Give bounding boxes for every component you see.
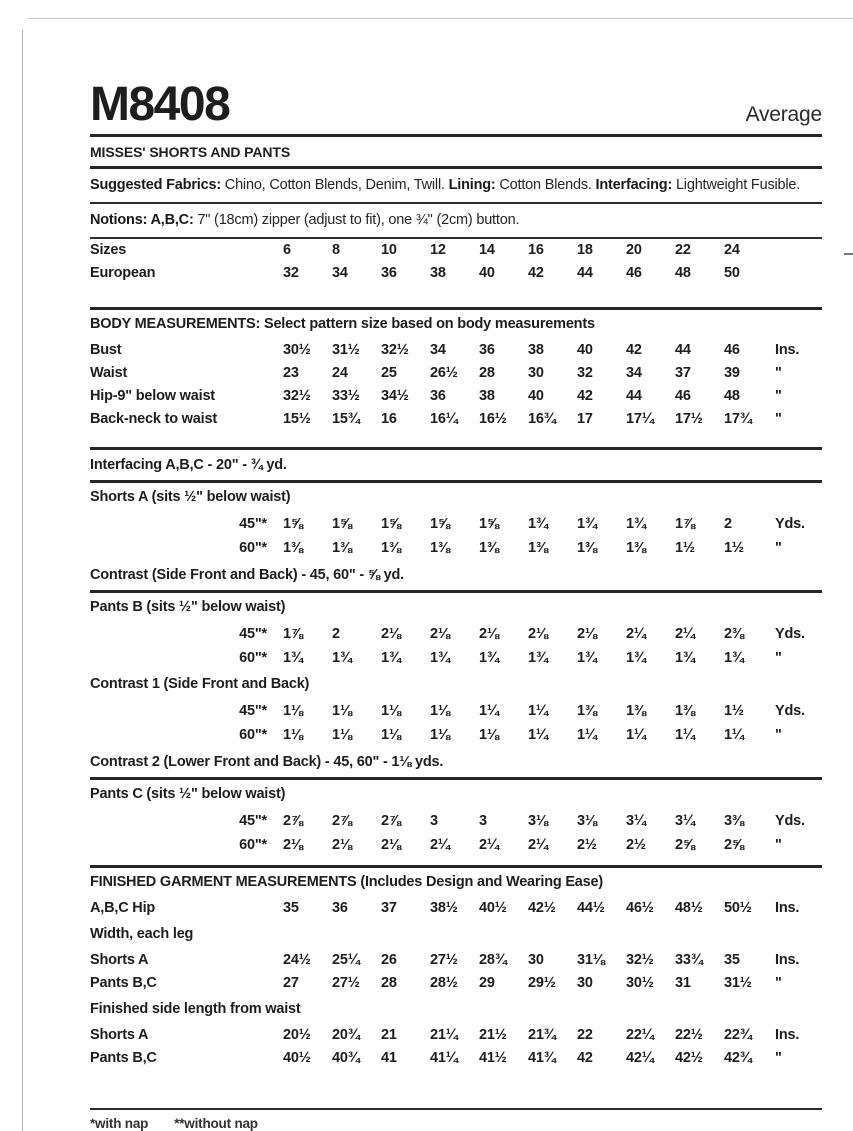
table-cell: 41½ <box>479 1050 507 1066</box>
table-cell: 1¾ <box>528 650 548 666</box>
table-cell: 21½ <box>479 1027 507 1043</box>
fabrics-label: Suggested Fabrics: <box>90 177 221 193</box>
table-cell: 1¼ <box>626 727 646 743</box>
unit-cell: " <box>775 1050 782 1066</box>
table-cell: 27½ <box>332 975 360 991</box>
table-cell: 20½ <box>283 1027 311 1043</box>
table-row-length-pants-bc <box>90 1047 822 1070</box>
table-row-pants-b-60 <box>90 646 822 670</box>
table-cell: 48 <box>675 265 691 281</box>
unit-cell: Yds. <box>775 813 805 829</box>
table-row-bust <box>90 339 822 362</box>
table-cell: 22½ <box>675 1027 703 1043</box>
pants-b-heading: Pants B (sits ½" below waist) <box>90 599 286 615</box>
table-row-length-shorts-a <box>90 1024 822 1047</box>
unit-cell: " <box>775 540 782 556</box>
table-cell: 2⅛ <box>430 626 450 642</box>
table-cell: 3⅛ <box>577 813 597 829</box>
row-label: 45"* <box>239 516 267 532</box>
page-edge-left-line <box>22 30 23 1131</box>
garment-title: MISSES' SHORTS AND PANTS <box>90 144 291 160</box>
table-cell: 38 <box>528 342 544 358</box>
table-row-contrast1-60 <box>90 723 822 747</box>
row-label: European <box>90 265 156 281</box>
width-each-leg-label: Width, each leg <box>90 926 194 942</box>
table-cell: 15¾ <box>332 411 360 427</box>
table-cell: 28 <box>381 975 397 991</box>
suggested-fabrics-paragraph <box>90 169 822 202</box>
table-cell: 6 <box>283 242 291 258</box>
pants-c-heading: Pants C (sits ½" below waist) <box>90 786 286 802</box>
table-cell: 36 <box>381 265 397 281</box>
shorts-a-heading: Shorts A (sits ½" below waist) <box>90 489 291 505</box>
pattern-number: M8408 <box>90 78 230 131</box>
page-edge-right-tick <box>844 253 853 255</box>
table-cell: 2⅞ <box>283 813 303 829</box>
table-cell: 38 <box>479 388 495 404</box>
table-cell: 26½ <box>430 365 458 381</box>
table-cell: 1⅜ <box>675 703 695 719</box>
table-cell: 2⅛ <box>332 837 352 853</box>
page-edge-top-line <box>28 18 853 19</box>
row-label: Shorts A <box>90 1027 149 1043</box>
table-cell: 17¾ <box>724 411 752 427</box>
table-cell: 1¾ <box>724 650 744 666</box>
table-cell: 42 <box>626 342 642 358</box>
interfacing-text: Lightweight Fusible. <box>672 177 801 193</box>
lining-label: Lining: <box>448 177 496 193</box>
table-cell: 3¼ <box>675 813 695 829</box>
table-cell: 2 <box>724 516 732 532</box>
table-cell: 1⅜ <box>381 540 401 556</box>
table-cell: 31⅛ <box>577 952 605 968</box>
table-cell: 1⅛ <box>430 727 450 743</box>
table-cell: 2¼ <box>528 837 548 853</box>
table-cell: 15½ <box>283 411 311 427</box>
table-cell: 48½ <box>675 900 703 916</box>
unit-cell: Ins. <box>775 952 800 968</box>
table-cell: 1⅜ <box>528 540 548 556</box>
table-cell: 25 <box>381 365 397 381</box>
table-cell: 1¼ <box>528 703 548 719</box>
table-cell: 2⅛ <box>381 837 401 853</box>
table-cell: 32½ <box>381 342 409 358</box>
table-cell: 2⅛ <box>283 837 303 853</box>
table-cell: 28½ <box>430 975 458 991</box>
table-cell: 2½ <box>626 837 646 853</box>
table-cell: 16¾ <box>528 411 556 427</box>
table-row-shorts-a-45 <box>90 512 822 536</box>
table-cell: 20¾ <box>332 1027 360 1043</box>
row-label: 60"* <box>239 727 267 743</box>
unit-cell: " <box>775 727 782 743</box>
table-cell: 1⅜ <box>577 540 597 556</box>
table-cell: 1½ <box>724 703 744 719</box>
table-cell: 22¾ <box>724 1027 752 1043</box>
table-cell: 1¾ <box>332 650 352 666</box>
table-cell: 1¼ <box>577 727 597 743</box>
table-cell: 46 <box>675 388 691 404</box>
table-cell: 1⅜ <box>577 703 597 719</box>
table-cell: 14 <box>479 242 495 258</box>
table-cell: 35 <box>724 952 740 968</box>
unit-cell: Ins. <box>775 1027 800 1043</box>
table-cell: 21 <box>381 1027 397 1043</box>
table-cell: 42½ <box>675 1050 703 1066</box>
table-cell: 31½ <box>332 342 360 358</box>
table-cell: 3⅜ <box>724 813 744 829</box>
table-cell: 41¼ <box>430 1050 458 1066</box>
table-cell: 1⅝ <box>332 516 352 532</box>
table-cell: 24 <box>332 365 348 381</box>
table-cell: 32 <box>283 265 299 281</box>
table-row-shorts-a-60 <box>90 536 822 560</box>
table-cell: 1¾ <box>577 650 597 666</box>
table-cell: 1½ <box>675 540 695 556</box>
table-cell: 44 <box>577 265 593 281</box>
table-cell: 36 <box>479 342 495 358</box>
spacer <box>90 431 822 447</box>
table-cell: 42 <box>528 265 544 281</box>
table-cell: 46 <box>724 342 740 358</box>
table-cell: 1⅜ <box>479 540 499 556</box>
table-row-width-pants-bc <box>90 972 822 995</box>
table-cell: 16 <box>528 242 544 258</box>
row-label: 60"* <box>239 650 267 666</box>
body-measurements-heading: BODY MEASUREMENTS: Select pattern size based on body measurements <box>90 316 595 332</box>
table-cell: 40 <box>577 342 593 358</box>
table-row-hip <box>90 385 822 408</box>
table-cell: 39 <box>724 365 740 381</box>
table-cell: 21¼ <box>430 1027 458 1043</box>
table-cell: 30½ <box>283 342 311 358</box>
side-length-label: Finished side length from waist <box>90 1001 301 1017</box>
table-cell: 12 <box>430 242 446 258</box>
table-cell: 36 <box>332 900 348 916</box>
table-cell: 46 <box>626 265 642 281</box>
unit-cell: " <box>775 837 782 853</box>
row-label: 60"* <box>239 837 267 853</box>
table-cell: 1⅝ <box>283 516 303 532</box>
without-nap-footnote: **without nap <box>174 1116 258 1131</box>
table-cell: 27½ <box>430 952 458 968</box>
table-cell: 1⅞ <box>675 516 695 532</box>
table-cell: 34 <box>430 342 446 358</box>
table-row-abc-hip <box>90 897 822 920</box>
table-cell: 22¼ <box>626 1027 654 1043</box>
table-cell: 16 <box>381 411 397 427</box>
table-cell: 16½ <box>479 411 507 427</box>
table-cell: 24½ <box>283 952 311 968</box>
table-cell: 2⅜ <box>724 626 744 642</box>
table-cell: 3 <box>479 813 487 829</box>
table-cell: 1¼ <box>528 727 548 743</box>
table-row-pants-c-45 <box>90 809 822 833</box>
unit-cell: " <box>775 365 782 381</box>
table-cell: 1¾ <box>430 650 450 666</box>
table-cell: 2⅝ <box>724 837 744 853</box>
yardage-section <box>90 450 822 857</box>
table-cell: 2⅞ <box>381 813 401 829</box>
table-cell: 46½ <box>626 900 654 916</box>
contrast-note: Contrast (Side Front and Back) - 45, 60" - ⅝ yd. <box>90 567 404 583</box>
table-cell: 1⅛ <box>479 727 499 743</box>
contrast-2-note: Contrast 2 (Lower Front and Back) - 45, 60" - 1⅛ yds. <box>90 754 444 770</box>
row-label: 45"* <box>239 703 267 719</box>
table-cell: 40¾ <box>332 1050 360 1066</box>
spacer <box>90 285 822 307</box>
unit-cell: " <box>775 411 782 427</box>
table-cell: 34 <box>332 265 348 281</box>
table-cell: 1⅛ <box>332 727 352 743</box>
unit-cell: Yds. <box>775 516 805 532</box>
table-cell: 50 <box>724 265 740 281</box>
table-cell: 37 <box>381 900 397 916</box>
table-cell: 30 <box>528 365 544 381</box>
table-cell: 2⅛ <box>528 626 548 642</box>
table-cell: 2⅛ <box>381 626 401 642</box>
spacer <box>90 1070 822 1092</box>
table-cell: 2¼ <box>626 626 646 642</box>
table-row-back-neck <box>90 408 822 431</box>
table-cell: 17¼ <box>626 411 654 427</box>
table-cell: 24 <box>724 242 740 258</box>
table-cell: 21¾ <box>528 1027 556 1043</box>
table-cell: 30½ <box>626 975 654 991</box>
table-cell: 1¾ <box>283 650 303 666</box>
table-cell: 1¾ <box>528 516 548 532</box>
unit-cell: " <box>775 388 782 404</box>
notions-label: Notions: A,B,C: <box>90 212 194 228</box>
table-cell: 16¼ <box>430 411 458 427</box>
table-cell: 1⅛ <box>283 727 303 743</box>
table-cell: 26 <box>381 952 397 968</box>
table-cell: 1⅜ <box>626 540 646 556</box>
table-cell: 32½ <box>626 952 654 968</box>
table-cell: 1⅛ <box>381 727 401 743</box>
table-cell: 28¾ <box>479 952 507 968</box>
fabrics-text: Chino, Cotton Blends, Denim, Twill. <box>220 177 449 193</box>
table-cell: 44 <box>675 342 691 358</box>
table-cell: 1⅞ <box>283 626 303 642</box>
nap-footnotes <box>90 1110 822 1131</box>
table-cell: 2¼ <box>675 626 695 642</box>
unit-cell: " <box>775 650 782 666</box>
table-cell: 1⅜ <box>626 703 646 719</box>
unit-cell: Yds. <box>775 626 805 642</box>
notions-text: 7" (18cm) zipper (adjust to fit), one ¾" (2cm) button. <box>193 212 520 228</box>
table-cell: 2⅛ <box>479 626 499 642</box>
table-cell: 10 <box>381 242 397 258</box>
table-cell: 48 <box>724 388 740 404</box>
table-cell: 1⅜ <box>430 540 450 556</box>
table-cell: 34½ <box>381 388 409 404</box>
table-cell: 41¾ <box>528 1050 556 1066</box>
table-cell: 28 <box>479 365 495 381</box>
table-cell: 1¾ <box>479 650 499 666</box>
table-cell: 1¾ <box>626 650 646 666</box>
with-nap-footnote: *with nap <box>90 1116 149 1131</box>
table-cell: 32½ <box>283 388 311 404</box>
table-cell: 3¼ <box>626 813 646 829</box>
row-label: 45"* <box>239 626 267 642</box>
table-cell: 42½ <box>528 900 556 916</box>
unit-cell: Yds. <box>775 703 805 719</box>
row-label: Bust <box>90 342 122 358</box>
row-label: A,B,C Hip <box>90 900 156 916</box>
table-cell: 38 <box>430 265 446 281</box>
table-cell: 1⅝ <box>430 516 450 532</box>
title-row <box>90 80 822 130</box>
table-row-pants-c-60 <box>90 833 822 857</box>
spacer <box>90 1092 822 1108</box>
table-cell: 22 <box>675 242 691 258</box>
table-cell: 2⅝ <box>675 837 695 853</box>
table-cell: 1⅛ <box>381 703 401 719</box>
table-cell: 40 <box>528 388 544 404</box>
table-cell: 2¼ <box>430 837 450 853</box>
table-cell: 40½ <box>283 1050 311 1066</box>
table-cell: 17 <box>577 411 593 427</box>
difficulty-rating: Average <box>745 103 822 126</box>
table-cell: 20 <box>626 242 642 258</box>
table-cell: 1¼ <box>724 727 744 743</box>
table-cell: 36 <box>430 388 446 404</box>
table-cell: 18 <box>577 242 593 258</box>
table-cell: 41 <box>381 1050 397 1066</box>
table-cell: 1⅛ <box>283 703 303 719</box>
table-cell: 42¼ <box>626 1050 654 1066</box>
table-cell: 3 <box>430 813 438 829</box>
table-cell: 42 <box>577 388 593 404</box>
table-cell: 1¾ <box>577 516 597 532</box>
finished-measurements-heading: FINISHED GARMENT MEASUREMENTS (Includes Design and Wearing Ease) <box>90 874 604 890</box>
contrast-1-heading: Contrast 1 (Side Front and Back) <box>90 676 310 692</box>
table-cell: 22 <box>577 1027 593 1043</box>
table-cell: 1¾ <box>381 650 401 666</box>
table-cell: 25¼ <box>332 952 360 968</box>
table-cell: 1⅛ <box>430 703 450 719</box>
table-cell: 1⅛ <box>332 703 352 719</box>
table-cell: 2 <box>332 626 340 642</box>
table-cell: 23 <box>283 365 299 381</box>
table-cell: 50½ <box>724 900 752 916</box>
lining-text: Cotton Blends. <box>495 177 596 193</box>
table-cell: 1¼ <box>479 703 499 719</box>
table-cell: 1⅝ <box>381 516 401 532</box>
row-label: Pants B,C <box>90 1050 157 1066</box>
table-cell: 1¾ <box>626 516 646 532</box>
table-cell: 31½ <box>724 975 752 991</box>
table-cell: 1¼ <box>675 727 695 743</box>
row-label: Sizes <box>90 242 127 258</box>
table-row-contrast1-45 <box>90 699 822 723</box>
table-row-width-shorts-a <box>90 949 822 972</box>
table-cell: 40 <box>479 265 495 281</box>
table-cell: 44½ <box>577 900 605 916</box>
table-cell: 17½ <box>675 411 703 427</box>
table-cell: 2⅞ <box>332 813 352 829</box>
table-cell: 1⅜ <box>283 540 303 556</box>
table-cell: 40½ <box>479 900 507 916</box>
table-row-european <box>90 262 822 285</box>
table-cell: 29 <box>479 975 495 991</box>
row-label: Hip-9" below waist <box>90 388 215 404</box>
table-cell: 37 <box>675 365 691 381</box>
table-cell: 3⅛ <box>528 813 548 829</box>
spacer <box>90 857 822 865</box>
unit-cell: " <box>775 975 782 991</box>
row-label: 60"* <box>239 540 267 556</box>
notions-paragraph <box>90 204 822 237</box>
table-cell: 34 <box>626 365 642 381</box>
unit-cell: Ins. <box>775 342 800 358</box>
table-cell: 27 <box>283 975 299 991</box>
table-cell: 33½ <box>332 388 360 404</box>
table-cell: 1⅝ <box>479 516 499 532</box>
table-cell: 30 <box>528 952 544 968</box>
table-cell: 32 <box>577 365 593 381</box>
interfacing-note: Interfacing A,B,C - 20" - ¾ yd. <box>90 457 287 473</box>
table-cell: 31 <box>675 975 691 991</box>
table-cell: 35 <box>283 900 299 916</box>
table-cell: 29½ <box>528 975 556 991</box>
table-cell: 30 <box>577 975 593 991</box>
table-cell: 44 <box>626 388 642 404</box>
table-row-sizes <box>90 239 822 262</box>
table-cell: 8 <box>332 242 340 258</box>
table-row-waist <box>90 362 822 385</box>
row-label: Pants B,C <box>90 975 157 991</box>
interfacing-label: Interfacing: <box>595 177 673 193</box>
table-cell: 2¼ <box>479 837 499 853</box>
table-cell: 2⅛ <box>577 626 597 642</box>
page-content <box>90 80 822 1131</box>
unit-cell: Ins. <box>775 900 800 916</box>
row-label: Back-neck to waist <box>90 411 217 427</box>
table-cell: 1½ <box>724 540 744 556</box>
table-cell: 1¾ <box>675 650 695 666</box>
table-cell: 1⅜ <box>332 540 352 556</box>
row-label: Waist <box>90 365 128 381</box>
table-cell: 33¾ <box>675 952 703 968</box>
table-row-pants-b-45 <box>90 622 822 646</box>
row-label: Shorts A <box>90 952 149 968</box>
table-cell: 38½ <box>430 900 458 916</box>
row-label: 45"* <box>239 813 267 829</box>
table-cell: 2½ <box>577 837 597 853</box>
table-cell: 42 <box>577 1050 593 1066</box>
table-cell: 42¾ <box>724 1050 752 1066</box>
